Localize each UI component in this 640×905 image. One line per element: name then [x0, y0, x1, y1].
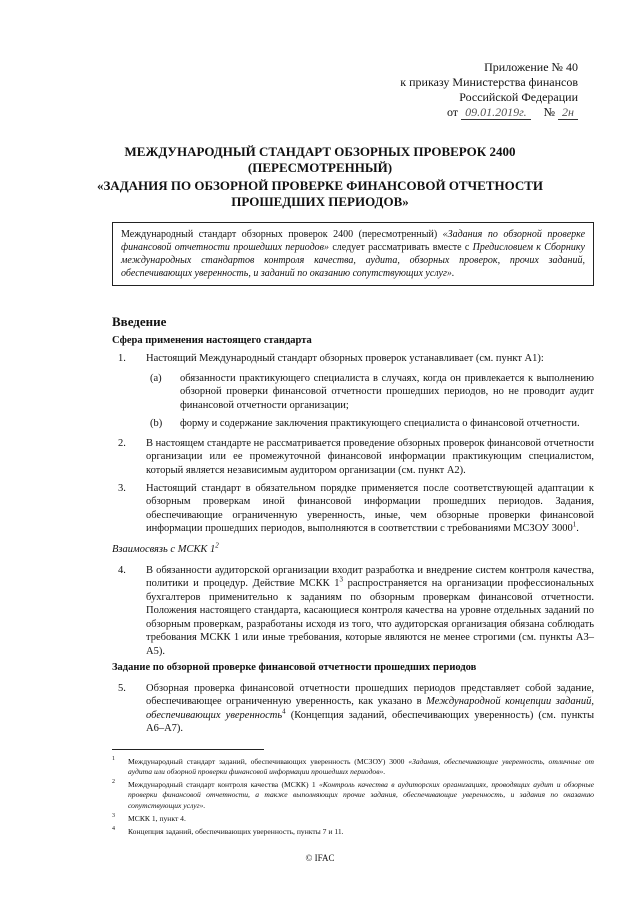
paragraph-number: 2. [118, 438, 126, 449]
paragraph-body-cont: (Концепция заданий, обеспечивающих уверенность) (см. пункты A6–A7). [146, 709, 594, 735]
footnote-1 [112, 757, 594, 778]
appendix-number: Приложение № 40 [484, 60, 578, 74]
title-line-1: МЕЖДУНАРОДНЫЙ СТАНДАРТ ОБЗОРНЫХ ПРОВЕРОК 2400 [124, 144, 516, 159]
footnote-4 [112, 827, 594, 837]
title-line-2: (ПЕРЕСМОТРЕННЫЙ) [247, 159, 393, 175]
subheading-relationship-iscq1 [112, 543, 219, 556]
paragraph-text [146, 564, 594, 658]
order-number: 2н [558, 105, 578, 120]
paragraph-number: 1. [118, 353, 126, 364]
preface-text-3: следует рассматривать вместе с [329, 242, 473, 253]
footnote-body: Международный стандарт заданий, обеспечивающих уверенность (МСЗОУ) 3000 [128, 757, 409, 766]
footnote-title: «Контроль качества в аудиторских организациях, проводящих аудит и обзорные проверки финансовой отчетности, а также выполняющих прочие задания, обеспечивающие уверенность, и задания по оказанию сопутствующих услуг». [128, 780, 594, 810]
list-label: (a) [150, 373, 162, 384]
footnote-text [128, 780, 594, 811]
title-line-4: ПРОШЕДШИХ ПЕРИОДОВ» [231, 193, 409, 209]
footnote-body: Международный стандарт контроля качества (МСКК) 1 [128, 780, 319, 789]
footnote-separator [112, 749, 264, 750]
footnote-mark: 3 [112, 813, 115, 819]
footnote-mark: 1 [112, 756, 115, 762]
footnote-3 [112, 814, 594, 824]
paragraph-end: . [576, 523, 579, 535]
paragraph-2 [112, 437, 594, 477]
preface-text-2: «Задания по обзорной проверке финансовой отчетности прошедших периодов» [121, 229, 586, 253]
footnote-text [128, 757, 594, 778]
order-date: 09.01.2019г. [461, 105, 531, 120]
footnote-2 [112, 780, 594, 811]
number-sign: № [543, 105, 556, 119]
footnote-ref[interactable]: 1 [572, 520, 577, 529]
paragraph-text: В настоящем стандарте не рассматривается проведение обзорных проверок финансовой отчетности организации или ее промежуточной финансовой информации практикующим специалистом, который является независимым аудитором организации (см. пункт A2). [146, 438, 594, 476]
preface-text-1: Международный стандарт обзорных проверок 2400 (пересмотренный) [121, 229, 443, 240]
footnote-text: МСКК 1, пункт 4. [128, 814, 186, 823]
ifac-copyright: © IFAC [305, 853, 335, 863]
order-date-line [368, 105, 578, 120]
footnote-ref[interactable]: 3 [339, 575, 344, 584]
paragraph-text [146, 682, 594, 736]
subheading-scope: Сфера применения настоящего стандарта [112, 335, 312, 346]
paragraph-body: Обзорная проверка финансовой отчетности прошедших периодов представляет собой задание, обеспечивающее ограниченную уверенность, как указано в [146, 683, 594, 708]
footnote-title: «Задания, обеспечивающие уверенность, отличные от аудита или обзорной проверки финансовой информации прошедших периодов». [128, 757, 594, 777]
footnote-ref[interactable]: 2 [215, 541, 219, 550]
footnote-mark: 2 [112, 779, 115, 785]
paragraph-1 [112, 352, 594, 365]
list-text: обязанности практикующего специалиста в случаях, когда он привлекается к выполнению обзорной проверки финансовой отчетности прошедших периодов, но не проводит аудит финансовой отчетности организации; [180, 373, 594, 411]
paragraph-text: Настоящий Международный стандарт обзорных проверок устанавливает (см. пункт A1): [146, 353, 544, 364]
footnote-mark: 4 [112, 826, 115, 832]
list-label: (b) [150, 418, 163, 429]
order-reference: к приказу Министерства финансов [400, 75, 578, 89]
paragraph-text [146, 482, 594, 536]
paragraph-number: 5. [118, 683, 126, 694]
paragraph-body: Настоящий стандарт в обязательном порядке применяется после соответствующей адаптации к обзорным проверкам иной финансовой информации прошедших периодов. Задания, обеспечивающие ограниченную уверенность, иные, чем обзорные проверки финансовой информации прошедших периодов, выполняются в соответствии с требованиями МСЗОУ 3000 [146, 483, 594, 535]
footnote-ref[interactable]: 4 [282, 707, 286, 716]
standard-subtitle [80, 178, 560, 209]
paragraph-number: 4. [118, 565, 126, 576]
section-heading-introduction: Введение [112, 314, 167, 329]
list-text: форму и содержание заключения практикующего специалиста о финансовой отчетности. [180, 418, 580, 429]
standard-title [80, 144, 560, 175]
paragraph-3 [112, 482, 594, 536]
paragraph-body: В обязанности аудиторской организации входит разработка и внедрение систем контроля качества, политики и процедур. Действие МСКК 1 [146, 565, 594, 590]
preface-notice-box [112, 222, 594, 286]
date-prefix: от [446, 105, 459, 119]
subheading-text: Взаимосвязь с МСКК 1 [112, 544, 216, 555]
paragraph-4 [112, 564, 594, 658]
paragraph-5 [112, 682, 594, 736]
subheading-review-engagement: Задание по обзорной проверке финансовой отчетности прошедших периодов [112, 662, 477, 673]
approval-stamp [368, 60, 578, 120]
paragraph-body-cont: распространяется на организации профессиональных бухгалтеров применительно к заданиям по обзорным проверкам финансовой отчетности. Положения настоящего стандарта, касающиеся контроля качества на уровне отдельных заданий по обзорным проверкам, разработаны исходя из того, что аудиторская организация обязана соблюдать требования МСКК 1 или иные требования, которые являются не менее строгими (см. пункты A3–A5). [146, 578, 594, 657]
list-item-b [146, 417, 594, 430]
federation-name: Российской Федерации [459, 90, 578, 104]
title-line-3: «ЗАДАНИЯ ПО ОБЗОРНОЙ ПРОВЕРКЕ ФИНАНСОВОЙ ОТЧЕТНОСТИ [96, 178, 544, 193]
footnote-text: Концепция заданий, обеспечивающих уверенность, пункты 7 и 11. [128, 827, 344, 836]
preface-text-4: Предисловием к Сборнику международных стандартов контроля качества, аудита, обзорных проверок, прочих заданий, обеспечивающих уверенность, и заданий по оказанию сопутствующих услуг». [121, 242, 585, 279]
framework-name: Международной концепции заданий, обеспечивающих уверенность [146, 696, 594, 721]
list-item-a [146, 372, 594, 412]
paragraph-number: 3. [118, 483, 126, 494]
